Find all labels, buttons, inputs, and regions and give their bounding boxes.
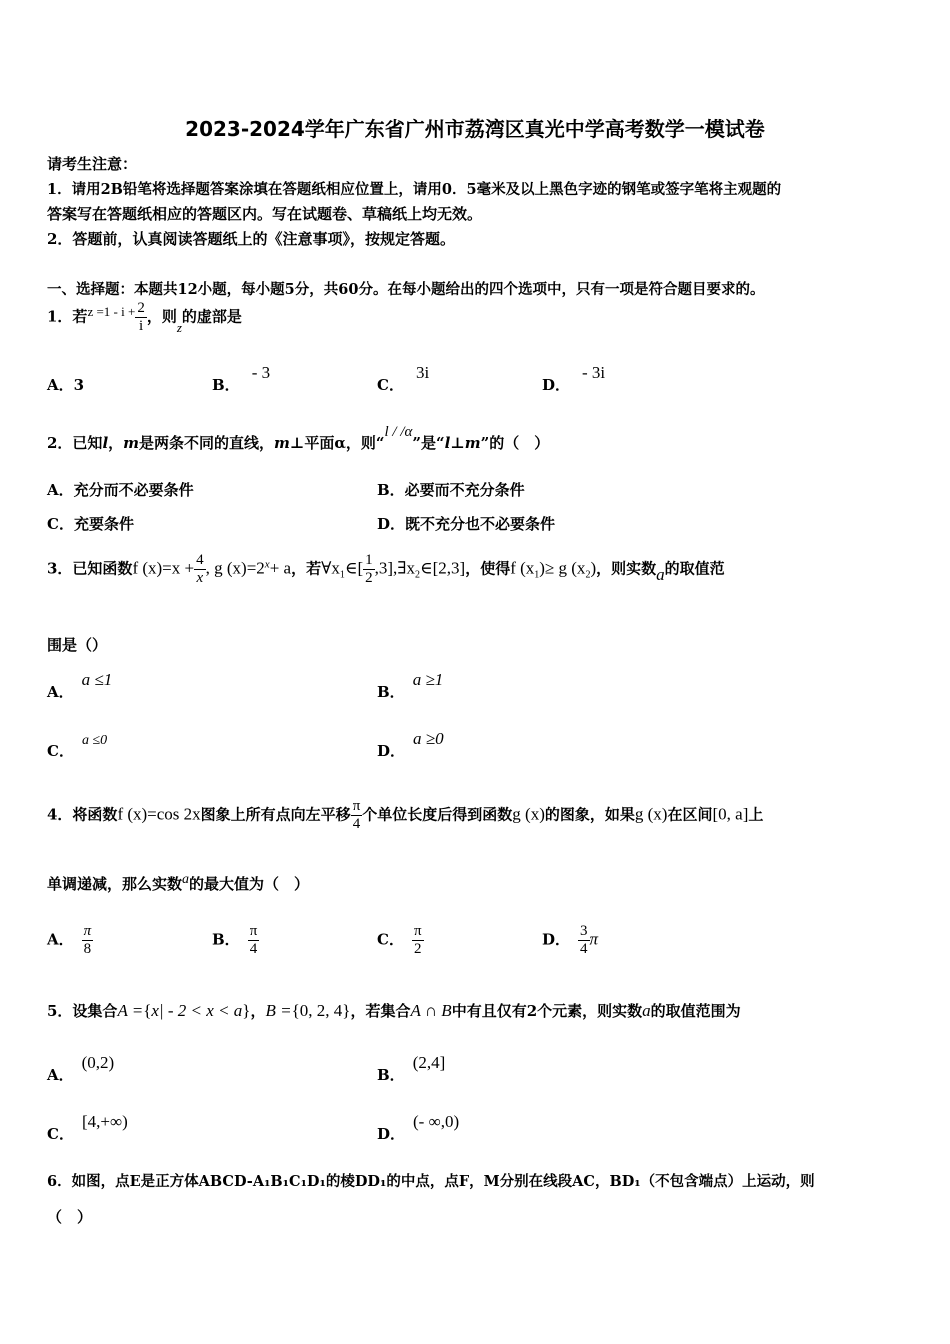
q4-b-fraction [248,923,260,958]
q4-c-num: π [413,923,422,939]
q1-frac-num: 2 [137,300,145,316]
q1-option-b[interactable] [212,363,271,395]
q1-frac-den: i [138,318,144,334]
question-3-line-2: 围是（） [47,636,108,654]
q2-expr: l / /α [384,424,413,440]
q5-suffix: 的取值范围为 [650,1002,741,1020]
q3-f: f (x)=x + [132,558,195,578]
q5-cap: A ∩ B [410,1001,452,1020]
q1-c-value: 3i [415,363,430,382]
q5-mid4: 个元素，则实数 [537,1002,643,1020]
q3-range2: 2,3 [438,558,460,578]
q3-exists: ,∃x [393,558,416,578]
q4-d-fraction [578,923,590,958]
q3-option-d[interactable] [377,729,444,761]
q5-option-d[interactable] [377,1112,460,1144]
q4-c-fraction [412,923,424,958]
q3-c-value: a ≤0 [81,733,108,748]
q3-frac-den: x [196,570,204,586]
q5-set-a-body: x| - 2 < x < a [151,1001,243,1020]
q2-option-b[interactable]: B．必要而不充分条件 [377,481,525,499]
q1-option-c[interactable] [377,363,430,395]
q1-b-value: - 3 [251,363,271,382]
q4-b-label: B． [212,930,240,949]
q2-comma: ， [108,434,124,452]
q4-option-c[interactable] [377,923,424,958]
q3-b-label: B． [377,683,405,701]
q4-d-den: 4 [580,941,588,957]
q4-prefix: 4．将函数 [47,805,118,824]
q3-mid2: ，使得 [465,559,511,578]
q4-option-a[interactable] [47,923,93,958]
q5-c-value: [4,+∞) [81,1112,128,1131]
q4-d-num: 3 [580,923,588,939]
q3-b-value: a ≥1 [412,670,444,689]
q3-range1-fraction [363,552,375,587]
q1-d-value: - 3i [582,363,606,382]
q3-prefix: 3．已知函数 [47,559,133,578]
q3-ineq1: f (x [510,558,535,578]
q1-var: z [176,319,182,335]
q4-a-den: 8 [82,940,94,958]
q4-mid3: 的图象，如果 [544,805,635,824]
page-title: 2023-2024学年广东省广州市荔湾区真光中学高考数学一模试卷 [185,117,765,141]
q3-g-sup: x [264,558,270,571]
q5-set-b-body: 0, 2, 4 [299,1001,343,1020]
q3-range1-den: 2 [365,570,373,586]
question-3: 3．已知函数f (x)=x + $\frac{4}{x}$ , g $(x)=2^x+ a$，若$\forall x_1\in$[ $\frac{1}{2}$ $,3],\exists x_2\in[2,3]$，使得f $(x_1)\ge g$ $(x_2)$，则实数a的取值范 [47,552,725,586]
q4-c-label: C． [377,930,404,949]
q3-option-a[interactable] [47,670,113,702]
q5-c-label: C． [47,1125,74,1143]
q1-prefix: 1．若 [47,307,88,326]
notice-line-1: 1．请用2B铅笔将选择题答案涂填在答题纸相应位置上，请用0．5毫米及以上黑色字迹的钢笔或签字笔将主观题的 [47,181,782,198]
question-2 [47,424,550,453]
q3-range1-tail: ,3 [374,558,388,578]
q3-option-b[interactable] [377,670,444,702]
q5-b-label: B． [377,1066,405,1084]
q5-set-b: B = [265,1001,292,1020]
question-4-line-2 [47,873,309,894]
q4-a-fraction [82,923,94,958]
question-4: 4．将函数f (x)=cos 2x图象上所有点向左平移 $\frac{\pi}{4}$ 个单位长度后得到函数g (x)的图象，如果g (x)在区间[0, a]上 [47,798,764,832]
q3-ineq3: ) [590,558,597,578]
q4-g2: g (x) [634,804,668,824]
q3-option-c[interactable] [47,733,108,761]
q4-b-den: 4 [248,940,260,958]
q5-mid: ， [250,1002,266,1020]
q1-option-a[interactable]: A．3 [47,376,85,394]
q1-c-label: C． [377,376,404,394]
q5-two: 2 [526,1002,538,1020]
section-heading: 一、选择题：本题共12小题，每小题5分，共60分。在每小题给出的四个选项中，只有一项是符合题目要求的。 [47,281,765,298]
q3-g: , g (x)=2 [205,558,265,578]
q2-prefix: 2．已知 [47,434,103,452]
q3-a-label: A． [47,683,74,701]
q4-a-label: A． [47,930,74,949]
notice-line-3: 2．答题前，认真阅读答题纸上的《注意事项》，按规定答题。 [47,230,455,248]
q1-expr: z =1 - i + [87,303,136,319]
q3-fraction [194,552,206,587]
q4-a: a [182,872,190,887]
question-5: 5．设集合A ={x| - 2 < x < a}，B ={0, 2, 4}，若集合A ∩ B中有且仅有2个元素，则实数a的取值范围为 [47,1001,741,1020]
q3-d-value: a ≥0 [413,729,444,748]
q3-a-value: a ≤1 [81,670,113,689]
q4-g: g (x) [512,804,545,824]
q3-g-tail: + a [269,558,292,578]
q4-option-d[interactable] [542,923,598,958]
q5-prefix: 5．设集合 [47,1002,118,1020]
q5-option-a[interactable] [47,1053,115,1085]
q1-suffix: 的虚部是 [181,307,242,326]
q3-mid: ，若 [291,559,322,578]
q5-set-a: A = [117,1001,144,1020]
q5-mid3: 中有且仅有 [451,1002,527,1020]
q5-a: a [642,1001,651,1020]
q1-d-label: D． [542,376,571,394]
q3-mid3: ，则实数 [596,559,657,578]
q4-b-num: π [249,923,258,939]
q4-suffix: 上 [748,805,764,824]
question-6-line-2: （ ） [47,1208,93,1226]
q3-a: a [656,564,665,584]
notice-heading: 请考生注意： [47,155,138,173]
q4-mid2: 个单位长度后得到函数 [362,805,513,824]
q5-d-label: D． [377,1125,406,1143]
question-1 [47,300,242,335]
q3-ineq2: )≥ g (x [539,558,586,578]
q4-a-num: π [83,923,92,939]
q5-d-value: (- ∞,0) [413,1112,460,1131]
q2-mid3: ”是“ [412,434,445,452]
q2-mid1: 是两条不同的直线， [139,434,275,452]
q3-forall: ∀x [321,558,340,578]
q2-suffix: ”的（ ） [480,434,550,452]
q5-mid2: ，若集合 [350,1002,411,1020]
q5-option-b[interactable] [377,1053,446,1085]
q5-a-value: (0,2) [81,1053,115,1072]
q3-d-label: D． [377,742,406,760]
q4-line2b: 的最大值为（ ） [189,875,310,893]
q1-mid: ，则 [146,307,177,326]
q4-mid1: 图象上所有点向左平移 [200,805,351,824]
q1-option-d[interactable] [542,363,606,395]
q4-interval: 0, a [718,804,743,824]
q3-range1-num: 1 [365,552,373,568]
q3-suffix: 的取值范 [664,559,725,578]
q4-d-tail: π [589,929,599,949]
q4-option-b[interactable] [212,923,259,958]
q2-m-perp: m [274,434,290,452]
q5-option-c[interactable] [47,1112,128,1144]
q4-line2a: 单调递减，那么实数 [47,875,183,893]
q1-fraction [135,300,147,335]
q2-l: l [102,434,109,452]
q2-cond: l⊥m [444,434,481,452]
q4-mid4: 在区间 [667,805,713,824]
q3-c-label: C． [47,742,74,760]
q2-mid2: ⊥平面α，则“ [289,434,385,452]
q4-c-den: 2 [412,940,424,958]
q1-b-label: B． [212,376,240,394]
q4-frac-den: 4 [352,816,361,832]
q5-b-value: (2,4] [412,1053,446,1072]
q2-option-c[interactable]: C．充要条件 [47,515,134,533]
q4-f: f (x)=cos 2x [117,804,201,824]
q4-d-label: D． [542,930,571,949]
q5-a-label: A． [47,1066,74,1084]
q2-m: m [123,434,140,452]
q4-frac-num: π [352,798,361,814]
q2-option-a[interactable]: A．充分而不必要条件 [47,481,194,499]
notice-line-2: 答案写在答题纸相应的答题区内。写在试题卷、草稿纸上均无效。 [47,205,483,223]
question-6: 6．如图，点E是正方体ABCD-A₁B₁C₁D₁的棱DD₁的中点，点F，M分别在线段AC，BD₁（不包含端点）上运动，则 [47,1173,815,1190]
q4-fraction [351,798,363,833]
q2-option-d[interactable]: D．既不充分也不必要条件 [377,515,556,533]
q3-frac-num: 4 [196,552,204,568]
